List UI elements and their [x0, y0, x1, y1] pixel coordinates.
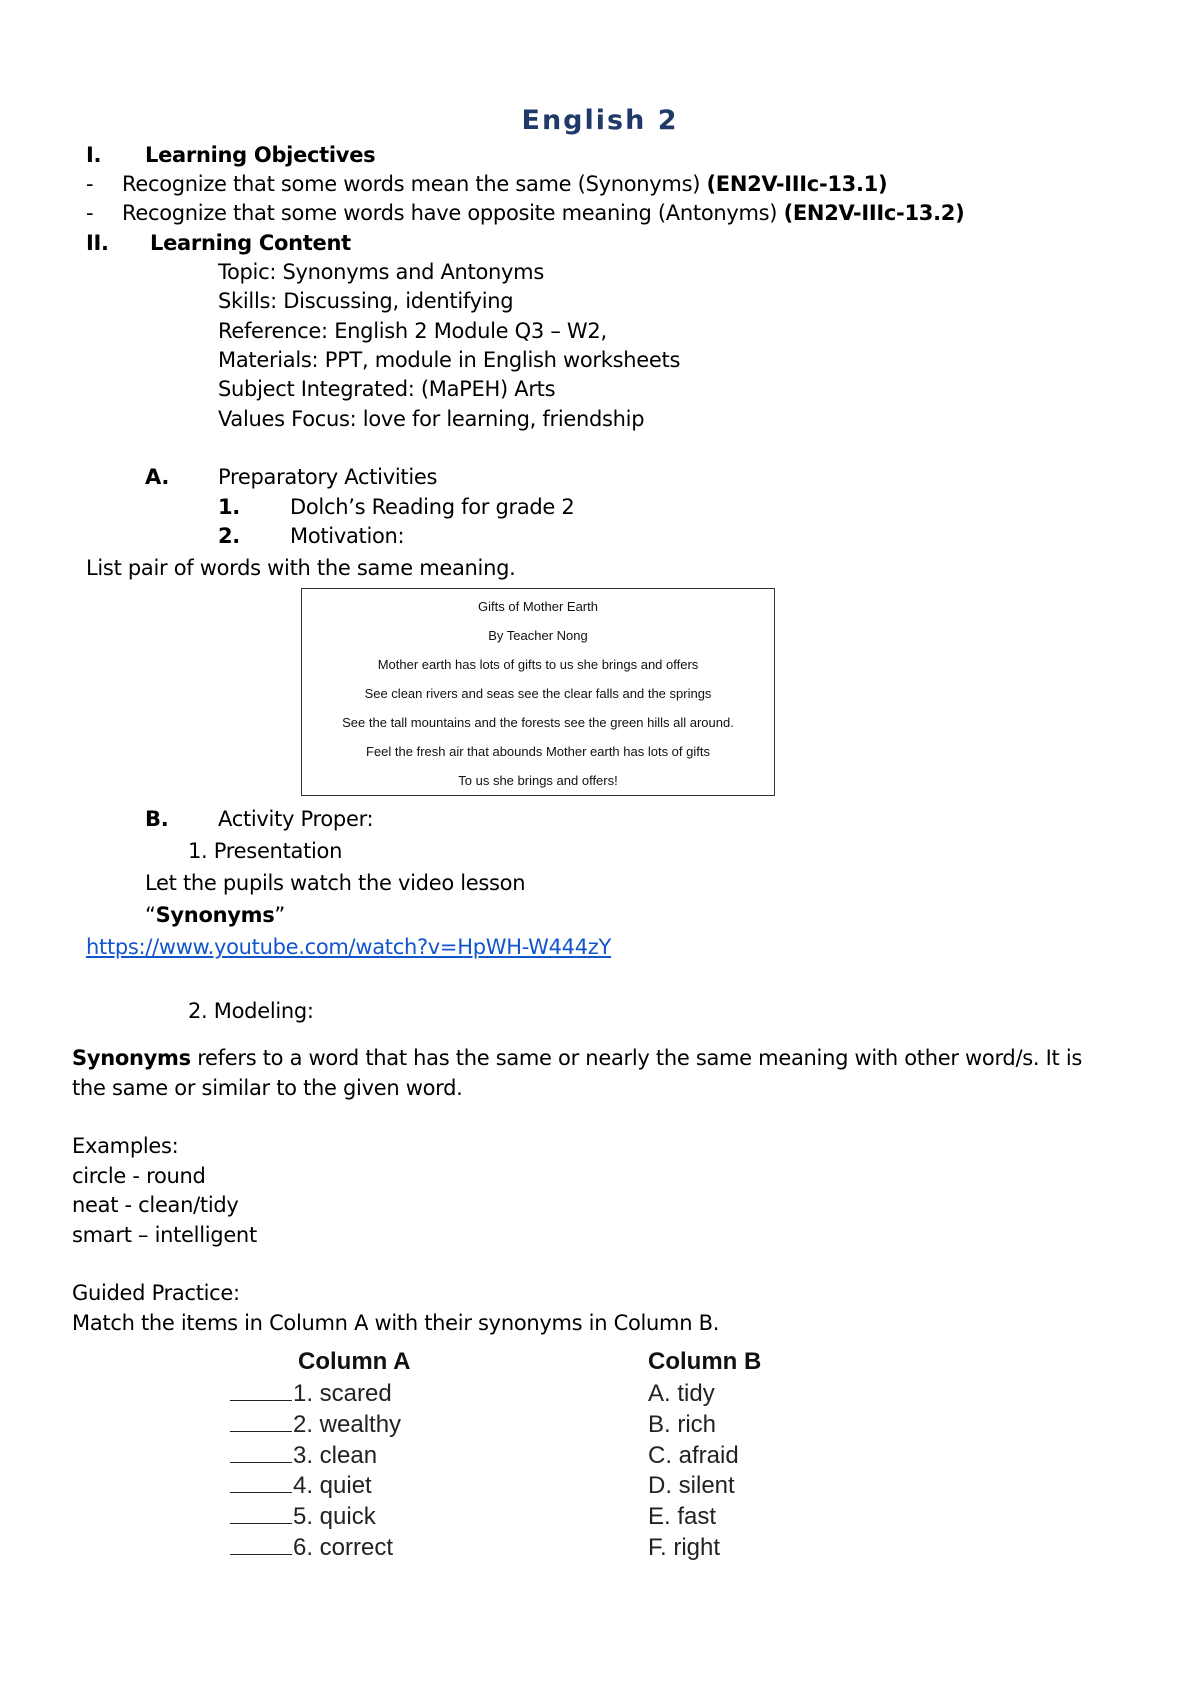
presentation-label: 1. Presentation	[188, 839, 343, 863]
page-title: English 2	[521, 105, 679, 136]
answer-blank[interactable]	[230, 1503, 292, 1524]
example-item: circle - round	[72, 1164, 206, 1188]
match-item-a: 2. wealthy	[230, 1411, 401, 1439]
answer-blank[interactable]	[230, 1442, 292, 1463]
column-a-heading: Column A	[298, 1348, 411, 1375]
section-heading: Learning Content	[150, 231, 351, 255]
poem-box	[301, 588, 775, 796]
content-line: Skills: Discussing, identifying	[218, 289, 514, 313]
match-item-a: 3. clean	[230, 1442, 377, 1470]
poem-line: Mother earth has lots of gifts to us she brings and offers	[377, 657, 699, 672]
definition-line: Synonyms refers to a word that has the same or nearly the same meaning with other word/s. It is	[72, 1046, 1082, 1070]
objective-item: Recognize that some words mean the same (Synonyms) (EN2V-IIIc-13.1)	[122, 172, 888, 196]
poem-title: Gifts of Mother Earth	[478, 599, 598, 614]
answer-blank[interactable]	[230, 1380, 292, 1401]
content-line: Materials: PPT, module in English worksheets	[218, 348, 681, 372]
list-item: Motivation:	[290, 524, 405, 548]
match-item-a: 5. quick	[230, 1503, 376, 1531]
guided-heading: Guided Practice:	[72, 1281, 240, 1305]
content-line: Values Focus: love for learning, friendship	[218, 407, 645, 431]
poem-line: To us she brings and offers!	[458, 773, 618, 788]
bullet-dash: -	[86, 172, 94, 196]
match-item-a: 6. correct	[230, 1534, 393, 1562]
match-item-b: D. silent	[648, 1472, 735, 1499]
objective-item: Recognize that some words have opposite meaning (Antonyms) (EN2V-IIIc-13.2)	[122, 201, 965, 225]
match-item-b: E. fast	[648, 1503, 717, 1530]
answer-blank[interactable]	[230, 1472, 292, 1493]
instruction-text: List pair of words with the same meaning.	[86, 556, 516, 580]
answer-blank[interactable]	[230, 1411, 292, 1432]
example-item: neat - clean/tidy	[72, 1193, 239, 1217]
match-item-b: B. rich	[648, 1411, 717, 1438]
bullet-dash: -	[86, 201, 94, 225]
subsection-letter: B.	[145, 807, 169, 831]
subsection-heading: Preparatory Activities	[218, 465, 438, 489]
match-item-b: F. right	[648, 1534, 721, 1561]
poem-line: See clean rivers and seas see the clear falls and the springs	[364, 686, 712, 701]
examples-heading: Examples:	[72, 1134, 179, 1158]
video-title: “Synonyms”	[145, 903, 285, 927]
section-number: II.	[86, 231, 109, 255]
example-item: smart – intelligent	[72, 1223, 257, 1247]
section-heading: Learning Objectives	[145, 143, 376, 167]
poem-author: By Teacher Nong	[488, 628, 588, 643]
guided-instruction: Match the items in Column A with their synonyms in Column B.	[72, 1311, 720, 1335]
answer-blank[interactable]	[230, 1534, 292, 1555]
section-number: I.	[86, 143, 102, 167]
list-number: 1.	[218, 495, 240, 519]
video-link[interactable]: https://www.youtube.com/watch?v=HpWH-W444zY	[86, 935, 612, 959]
modeling-label: 2. Modeling:	[188, 999, 314, 1023]
match-item-a: 4. quiet	[230, 1472, 372, 1500]
match-item-b: C. afraid	[648, 1442, 739, 1469]
subsection-heading: Activity Proper:	[218, 807, 374, 831]
list-number: 2.	[218, 524, 240, 548]
content-line: Topic: Synonyms and Antonyms	[218, 260, 544, 284]
subsection-letter: A.	[145, 465, 170, 489]
column-b-heading: Column B	[648, 1348, 762, 1375]
definition-line: the same or similar to the given word.	[72, 1076, 463, 1100]
poem-line: See the tall mountains and the forests see the green hills all around.	[342, 715, 734, 730]
match-item-a: 1. scared	[230, 1380, 392, 1408]
match-item-b: A. tidy	[648, 1380, 715, 1407]
poem-line: Feel the fresh air that abounds Mother earth has lots of gifts	[366, 744, 710, 759]
list-item: Dolch’s Reading for grade 2	[290, 495, 575, 519]
content-line: Reference: English 2 Module Q3 – W2,	[218, 319, 607, 343]
watch-text: Let the pupils watch the video lesson	[145, 871, 526, 895]
content-line: Subject Integrated: (MaPEH) Arts	[218, 377, 556, 401]
